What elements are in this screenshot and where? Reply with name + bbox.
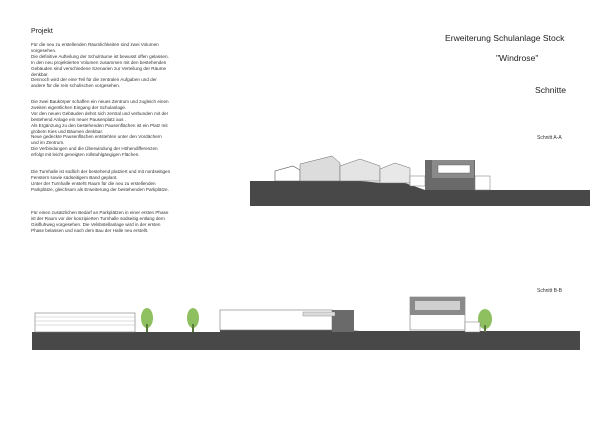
section-b-middle-dark bbox=[332, 310, 354, 332]
paragraph-1: Für die neu zu erstellenden Räumlichkeiten sind zwei Volumen vorgesehen. Die definitive Aufteilung der Schulräume ist bewusst offen gelassen. In den neu projektierten Volumen zusammen mit den bestehenden Gebäuden sind verschiedene Szenarien zur Verteilung der Räume denkbar. Dennoch wird der eine Teil für die zentralen Aufgaben und der andere für die rein schulischen vorgesehen. bbox=[31, 42, 169, 89]
section-a-label: Schnitt A-A bbox=[537, 135, 562, 141]
document-title: Erweiterung Schulanlage Stock bbox=[445, 33, 565, 43]
tree-icon bbox=[141, 308, 153, 332]
project-heading: Projekt bbox=[31, 28, 53, 35]
document-subtitle: "Windrose" bbox=[496, 53, 539, 63]
paragraph-3: Die Turnhalle ist südlich der bestehend platziert und mit nordseitigen Fenstern sowie südseitigem Band geplant. Unter der Turnhalle ensteht Raum für die neu zu erstellenden Parkplätze, gleichsam als Erweiterung der bestehenden Parkplätze. bbox=[31, 169, 171, 192]
section-b-label: Schnitt B-B bbox=[537, 288, 563, 294]
paragraph-4: Für einen zusätzlichen Bedarf an Parkplätzen in einer ersten Phase ist der Raum vor der konzipierten Turnhalle südseitig entlang dem Gisifluhweg vorgesehen. Die Velsbstellanlage wird in der ersten Phase belassen und nach dem Bau der Halle neu erstellt. bbox=[31, 210, 169, 233]
section-heading: Schnitte bbox=[535, 85, 567, 95]
section-b-existing-building bbox=[35, 313, 135, 332]
tree-icon bbox=[187, 308, 199, 332]
paragraph-2: Die zwei Baukörper schaffen ein neues Zentrum und zugleich einen zweiten eigentlichen Eingang der Schulanlage. Vor den neuen Gebäuden dehnt sich zentral und verbunden mit der bestehend Anlage ein neuer Pausenplatz aus . Als Ergänzung zu den bestehenden Pausenflächen ist ein Platz mit grobem Kies und Bäumen denkbar. Neue gedeckte Pausenflächen entstehten unter den Vordächern und im Zentrum. Die Verbindungen und die Überwindung der Höhendifferenzen erfolgt mit leicht geneigten rollstuhlgängigen Flächen. bbox=[31, 99, 169, 158]
